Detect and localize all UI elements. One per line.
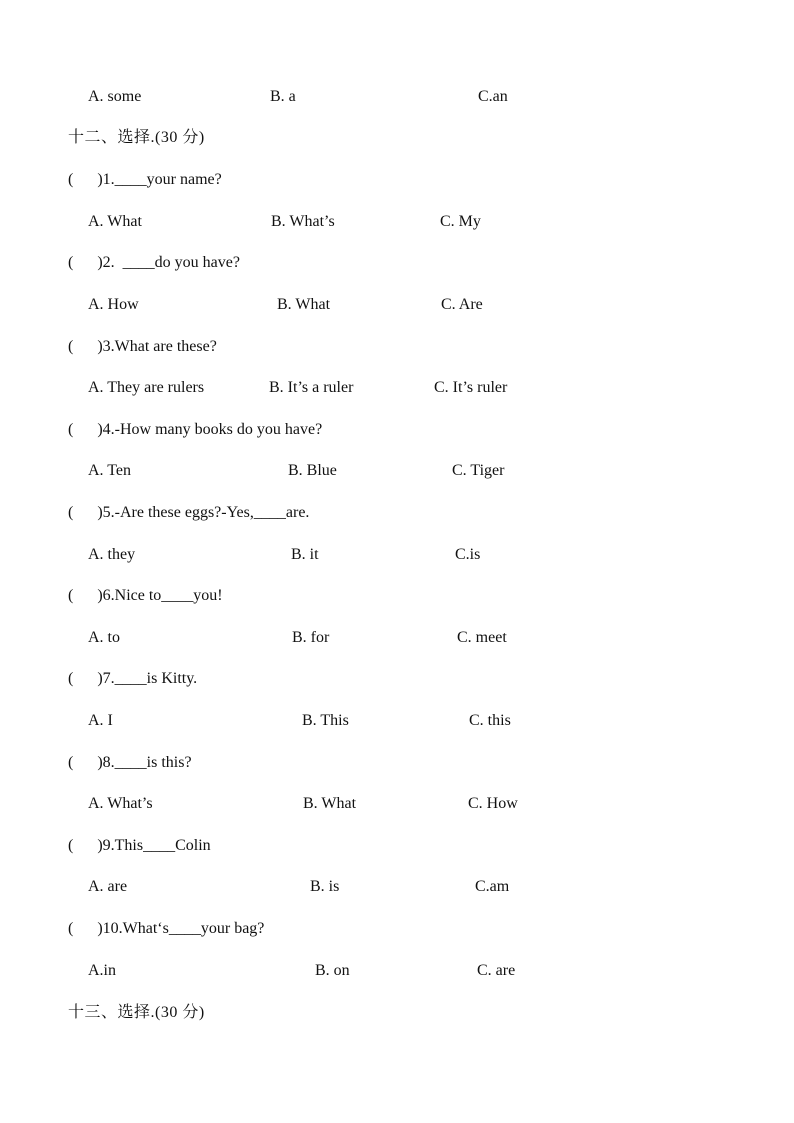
option-a: A.in [88, 962, 116, 979]
question-stem: ( )10.What‘s____your bag? [68, 920, 265, 937]
option-b: B. a [270, 88, 296, 105]
option-c: C. Are [441, 296, 483, 313]
option-a: A. They are rulers [88, 379, 205, 396]
question-stem: ( )3.What are these? [68, 338, 217, 355]
option-c: C. How [468, 795, 518, 812]
option-a: A. Ten [88, 462, 132, 479]
option-b: B. Blue [288, 462, 337, 479]
question-stem: ( )2. ____do you have? [68, 254, 240, 271]
section-heading-12: 十二、选择.(30 分) [68, 129, 205, 146]
option-a: A. some [88, 88, 142, 105]
option-b: B. it [291, 546, 319, 563]
option-c: C. Tiger [452, 462, 505, 479]
option-c: C. this [469, 712, 511, 729]
option-a: A. they [88, 546, 136, 563]
option-c: C. are [477, 962, 516, 979]
option-a: A. I [88, 712, 113, 729]
option-b: B. What [277, 296, 331, 313]
question-stem: ( )7.____is Kitty. [68, 670, 198, 687]
option-b: B. is [310, 878, 340, 895]
option-b: B. It’s a ruler [269, 379, 354, 396]
option-b: B. for [292, 629, 330, 646]
option-c: C. It’s ruler [434, 379, 508, 396]
option-a: A. What’s [88, 795, 153, 812]
option-a: A. are [88, 878, 128, 895]
option-b: B. What’s [271, 213, 335, 230]
option-c: C. meet [457, 629, 507, 646]
question-stem: ( )6.Nice to____you! [68, 587, 223, 604]
option-c: C.an [478, 88, 508, 105]
option-c: C.am [475, 878, 510, 895]
option-c: C. My [440, 213, 481, 230]
option-b: B. on [315, 962, 350, 979]
question-stem: ( )8.____is this? [68, 754, 192, 771]
option-a: A. How [88, 296, 139, 313]
option-a: A. to [88, 629, 120, 646]
question-stem: ( )4.-How many books do you have? [68, 421, 323, 438]
section-heading-13: 十三、选择.(30 分) [68, 1004, 205, 1021]
question-stem: ( )5.-Are these eggs?-Yes,____are. [68, 504, 310, 521]
option-b: B. What [303, 795, 357, 812]
question-stem: ( )9.This____Colin [68, 837, 211, 854]
option-b: B. This [302, 712, 349, 729]
option-c: C.is [455, 546, 481, 563]
question-stem: ( )1.____your name? [68, 171, 222, 188]
option-a: A. What [88, 213, 142, 230]
